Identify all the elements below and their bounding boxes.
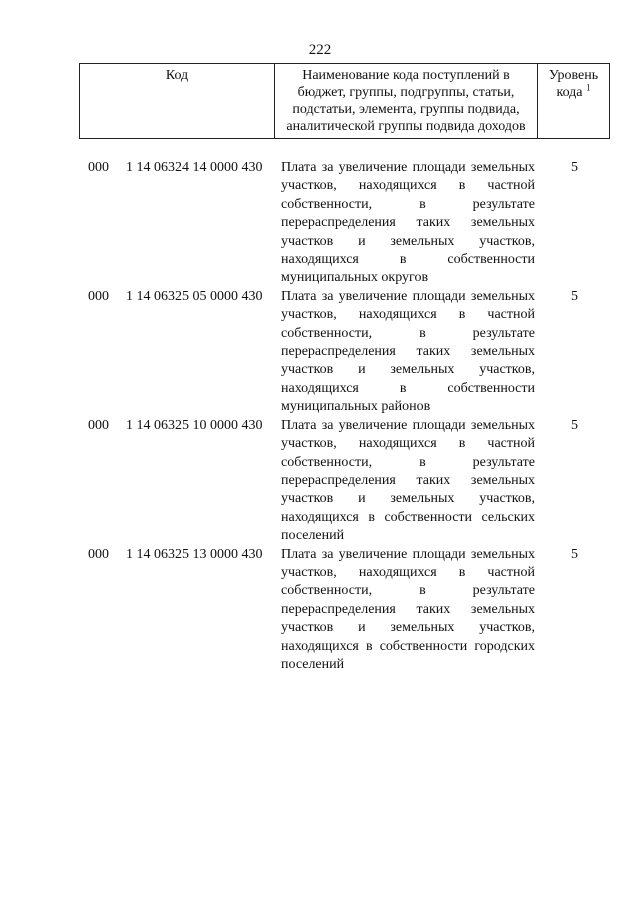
row-admin-code: 000	[88, 417, 109, 433]
row-level: 5	[571, 546, 578, 562]
table-row	[0, 159, 640, 288]
table-row	[0, 417, 640, 546]
row-description: Плата за увеличение площади земельных участков, находящихся в частной собственности, в результате перераспределения таких земельных участков и земельных участков, находящихся в собственности муниципальных округов	[281, 160, 535, 286]
row-income-code: 1 14 06324 14 0000 430	[126, 160, 263, 175]
table-row	[0, 288, 640, 417]
table-row	[0, 546, 640, 675]
header-name: Наименование кода поступлений в бюджет, группы, подгруппы, статьи, подстатьи, элемента, группы подвида, аналитической группы подвида доходов	[275, 64, 538, 138]
income-code-list	[0, 159, 640, 674]
header-code: Код	[80, 64, 275, 138]
row-description: Плата за увеличение площади земельных участков, находящихся в частной собственности, в результате перераспределения таких земельных участков и земельных участков, находящихся в собственности сельских поселений	[281, 417, 535, 544]
row-income-code: 1 14 06325 13 0000 430	[126, 546, 263, 562]
row-admin-code: 000	[88, 546, 109, 562]
header-level-footnote: 1	[586, 82, 591, 93]
row-level: 5	[571, 288, 578, 304]
header-level-label: Уровень код	[548, 68, 599, 100]
row-level: 5	[571, 160, 578, 175]
header-level-label-tail: а	[576, 85, 583, 100]
table-header	[79, 63, 610, 139]
row-description: Плата за увеличение площади земельных участков, находящихся в частной собственности, в результате перераспределения таких земельных участков и земельных участков, находящихся в собственности муниципальных районов	[281, 288, 535, 415]
row-admin-code: 000	[88, 160, 109, 175]
row-admin-code: 000	[88, 288, 109, 304]
row-level: 5	[571, 417, 578, 433]
page-number: 222	[308, 42, 332, 58]
header-level	[538, 64, 609, 138]
row-income-code: 1 14 06325 05 0000 430	[126, 288, 263, 304]
row-description: Плата за увеличение площади земельных участков, находящихся в частной собственности, в результате перераспределения таких земельных участков и земельных участков, находящихся в собственности городских поселений	[281, 546, 535, 672]
row-income-code: 1 14 06325 10 0000 430	[126, 417, 263, 433]
